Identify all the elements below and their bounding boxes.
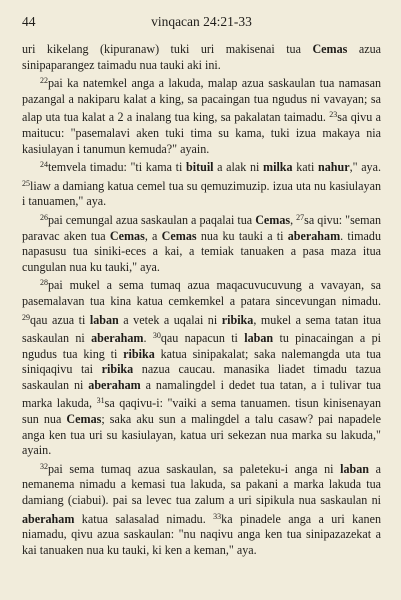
proper-name: aberaham bbox=[91, 331, 144, 346]
verse-number: 26 bbox=[40, 212, 48, 222]
proper-name: ribika bbox=[101, 362, 134, 377]
verse-number: 31 bbox=[96, 396, 105, 406]
verse-number: 23 bbox=[329, 110, 338, 120]
running-title: vinqacan 24:21-33 bbox=[151, 14, 252, 29]
verse-number: 25 bbox=[22, 178, 30, 188]
text-run: , mukel a sema tatan itua saskaulan ni bbox=[22, 312, 381, 346]
paragraph bbox=[22, 210, 381, 275]
page-number: 44 bbox=[22, 14, 36, 29]
proper-name: aberaham bbox=[287, 228, 341, 243]
paragraph bbox=[22, 459, 381, 559]
text-run: , bbox=[290, 212, 297, 227]
text-run: kati bbox=[292, 160, 318, 175]
text-run: pai sema tumaq azua saskaulan, sa paleteku-i anga ni bbox=[48, 461, 341, 476]
verse-number: 30 bbox=[152, 331, 161, 341]
paragraph bbox=[22, 42, 381, 73]
proper-name: aberaham bbox=[22, 511, 75, 526]
text-run: qau azua ti bbox=[30, 312, 90, 327]
text-run: . bbox=[143, 331, 153, 346]
proper-name: Cemas bbox=[161, 228, 197, 243]
proper-name: laban bbox=[244, 331, 274, 346]
text-run: qau napacun ti bbox=[160, 331, 245, 346]
verse-number: 33 bbox=[213, 511, 222, 521]
text-run: ," aya. bbox=[349, 160, 381, 175]
proper-name: ribika bbox=[221, 312, 254, 327]
text-run: , a bbox=[144, 228, 162, 243]
text-run: katua salasalad nimadu. bbox=[74, 511, 214, 526]
text-run: nazua caucau. manasika liadet timadu tazua saskaulan ni bbox=[22, 362, 381, 392]
text-run: pai mukel a sema tumaq azua maqacuvucuvung a vavayan, sa pasemalavan tua kina katua cemkemkel a patara sincevungan nimadu. bbox=[22, 278, 381, 308]
text-run: sa qivu a maitucu: "pasemalavi aken tuki tima su kama, tuki izua makaya nia kasiulayan i tanumun kemuda?" ayain. bbox=[22, 110, 381, 156]
text-run: sa qivu: "seman paravac aken tua bbox=[22, 212, 381, 243]
verse-number: 22 bbox=[40, 76, 48, 86]
proper-name: aberaham bbox=[88, 377, 141, 392]
proper-name: Cemas bbox=[109, 228, 145, 243]
text-run: katua sinipakalat; saka nalemangda uta tua siniqaqivu tai bbox=[22, 346, 382, 377]
verse-number: 28 bbox=[40, 278, 48, 288]
text-run: pai cemungal azua saskaulan a paqalai tua bbox=[48, 212, 256, 227]
text-run: pai ka natemkel anga a lakuda, malap azua saskaulan tua namasan pazangal a nakiparu kalat a king, sa pacaingan tua ngudus ni vavayan; sa alap uta tua kalat a 2 a inalang tua king, sa pakalatan taimadu. bbox=[22, 76, 381, 125]
text-run: temvela timadu: "ti kama ti bbox=[48, 160, 186, 175]
page-header bbox=[22, 14, 381, 36]
text-run: sa qaqivu-i: "vaiki a sema tanuamen. tisun kinisenayan sun nua bbox=[22, 396, 381, 427]
verse-number: 24 bbox=[40, 160, 48, 170]
paragraph bbox=[22, 73, 381, 157]
proper-name: Cemas bbox=[66, 412, 102, 427]
proper-name: nahur bbox=[318, 160, 350, 175]
text-run: a nemanema nimadu a kemasi tua lakuda, sa pakani a marka lakuda tua damiang (ciabui). pai sa levec tua zalum a uri sipikula nua saskaulan ni bbox=[22, 461, 381, 508]
proper-name: laban bbox=[89, 312, 119, 327]
scripture-text bbox=[22, 42, 381, 558]
text-run: ; saka aku sun a malingdel a talu casaw? pai napadele anga ken tua uri su kasiulayan, katua uri sekezan nua marka su lakuda," ayain. bbox=[22, 412, 381, 458]
text-run: tu pinacaingan a pi ngudus tua king ti bbox=[22, 331, 382, 361]
text-run: a namalingdel i dedet tua tatan, a i tulivar tua marka lakuda, bbox=[22, 377, 381, 411]
text-run: azua sinipaparangez taimadu nua tauki aki ini. bbox=[22, 42, 381, 72]
proper-name: bituil bbox=[185, 160, 214, 175]
text-run: a alak ni bbox=[213, 160, 264, 175]
verse-number: 32 bbox=[40, 461, 48, 471]
proper-name: milka bbox=[263, 160, 293, 175]
paragraph bbox=[22, 275, 381, 459]
proper-name: ribika bbox=[123, 346, 155, 361]
verse-number: 29 bbox=[22, 312, 30, 322]
proper-name: laban bbox=[340, 461, 370, 476]
text-run: liaw a damiang katua cemel tua su qemuzimuzip. izua uta nu kasiulayan i tanuamen," aya. bbox=[22, 178, 381, 209]
text-run: a vetek a uqalai ni bbox=[118, 312, 222, 327]
text-run: ka pinadele anga a uri kanen niamadu, qivu azua saskaulan: "nu naqivu anga ken tua sinipazazekat a kai tanuaken nua ku tauki, ki ken a keman," aya. bbox=[22, 511, 382, 557]
proper-name: Cemas bbox=[255, 212, 291, 227]
text-run: uri kikelang (kipuranaw) tuki uri makisenai tua bbox=[22, 42, 313, 56]
paragraph bbox=[22, 157, 381, 210]
text-run: . timadu napasusu tua siniki-eces a kai, a temiak tanuaken a pasa maza itua cungulan nua ku tauki," aya. bbox=[22, 228, 381, 274]
text-run: nua ku tauki a ti bbox=[196, 228, 288, 243]
verse-number: 27 bbox=[296, 212, 305, 222]
proper-name: Cemas bbox=[312, 42, 348, 56]
